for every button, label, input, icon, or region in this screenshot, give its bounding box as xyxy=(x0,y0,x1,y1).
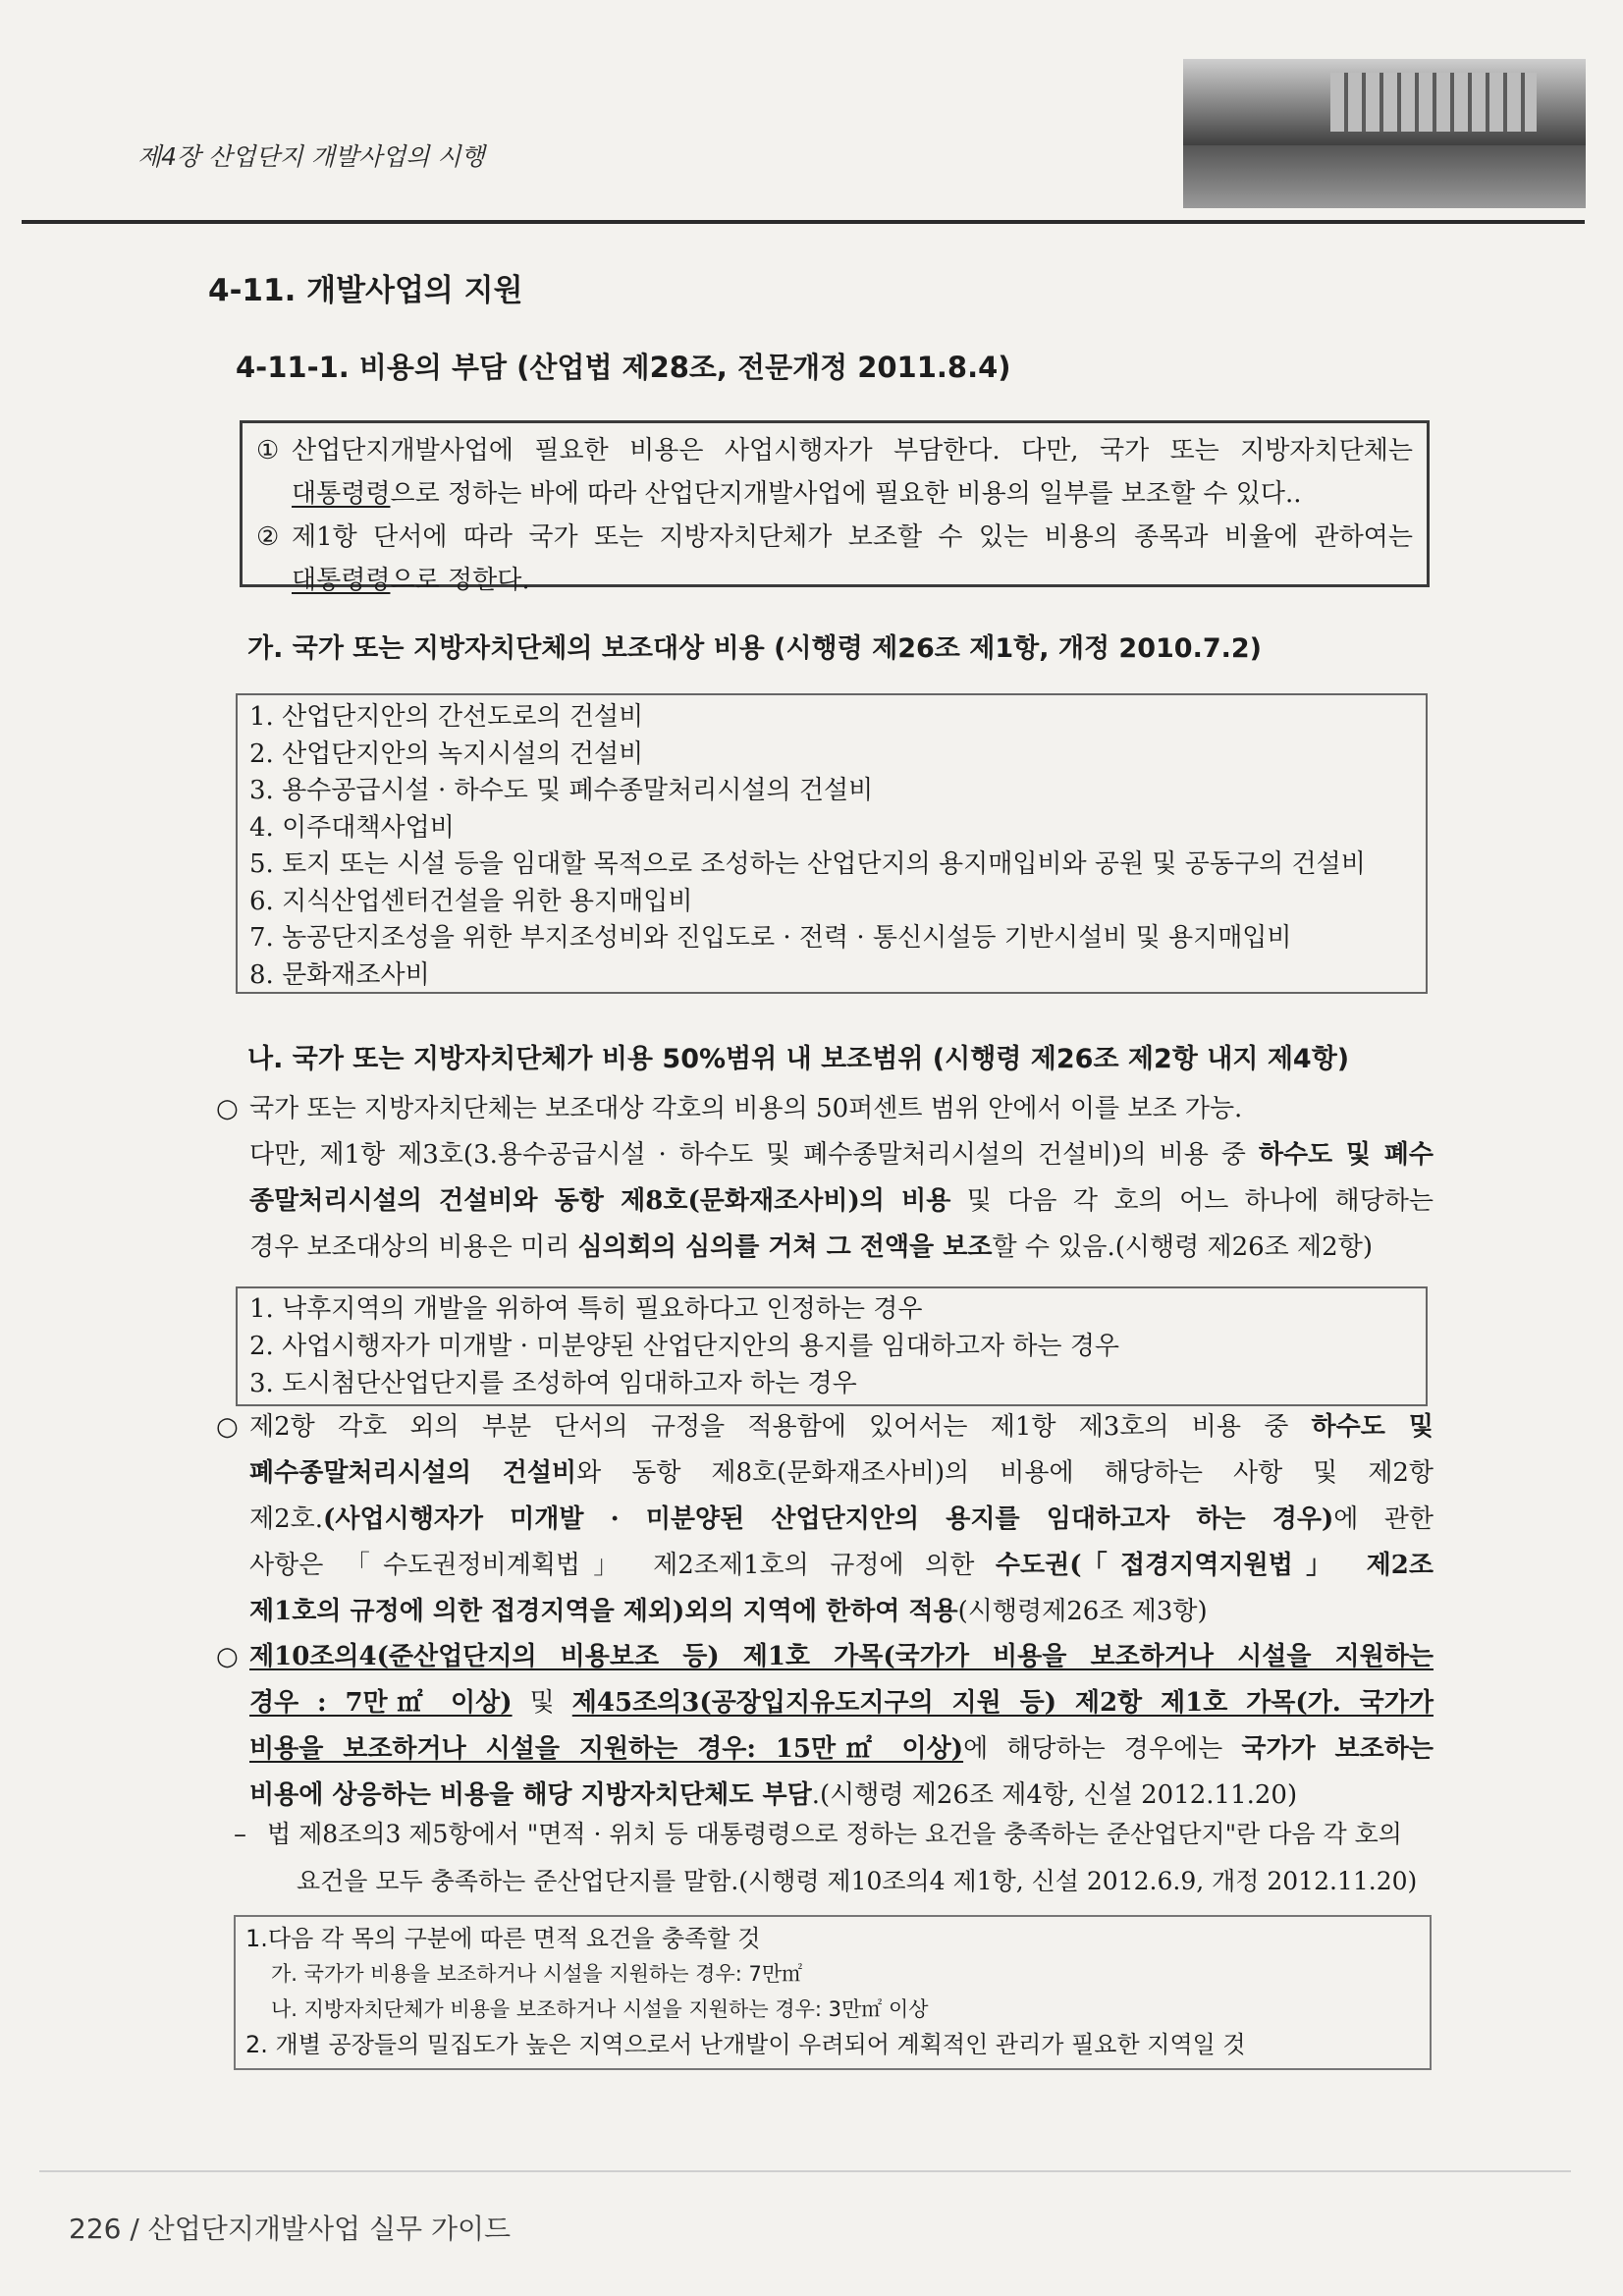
requirements-box xyxy=(234,1915,1432,2070)
list-item: 8. 문화재조사비 xyxy=(249,959,430,990)
bold-text: 수도권(「접경지역지원법」 제2조 xyxy=(995,1551,1434,1580)
paragraph-body xyxy=(249,1634,1434,1819)
dash-paragraph xyxy=(234,1811,1434,1905)
requirement-item: 2. 개별 공장들의 밀집도가 높은 지역으로서 난개발이 우려되어 계획적인 관리가 필요한 지역일 것 xyxy=(245,2031,1246,2058)
list-item: 5. 토지 또는 시설 등을 임대할 목적으로 조성하는 산업단지의 용지매입비와 공원 및 공동구의 건설비 xyxy=(249,849,1366,879)
bullet-paragraph-2 xyxy=(216,1404,1434,1635)
paragraph-line xyxy=(249,1132,1434,1178)
law-item-text: 으로 정하는 바에 따라 산업단지개발사업에 필요한 비용의 일부를 보조할 수 있다.. xyxy=(390,479,1302,509)
paragraph-line xyxy=(249,1178,1434,1225)
part-b-title: 나. 국가 또는 지방자치단체가 비용 50%범위 내 보조범위 (시행령 제26조 제2항 내지 제4항) xyxy=(247,1044,1350,1074)
bold-underlined-text: 제45조의3(공장입지유도지구의 지원 등) 제2항 제1호 가목(가. 국가가 xyxy=(571,1688,1434,1718)
list-item: 2. 사업시행자가 미개발 · 미분양된 산업단지안의 용지를 임대하고자 하는 경우 xyxy=(249,1332,1120,1361)
text-run: 에 해당하는 경우에는 xyxy=(963,1734,1242,1764)
paragraph-line xyxy=(249,1497,1434,1543)
cases-list xyxy=(249,1290,1414,1402)
bold-underlined-text: 경우 : 7만㎡ 이상) xyxy=(249,1688,513,1718)
law-item-line: 산업단지개발사업에 필요한 비용은 사업시행자가 부담한다. 다만, 국가 또는 지방자치단체는 xyxy=(292,436,1413,465)
footer-divider xyxy=(39,2170,1571,2172)
law-item-line xyxy=(292,472,1413,516)
law-item-2 xyxy=(256,516,1413,602)
requirement-subitem: 가. 국가가 비용을 보조하거나 시설을 지원하는 경우: 7만㎡ xyxy=(271,1962,803,1986)
law-ref-underlined: 대통령령 xyxy=(292,566,391,595)
paragraph-line: 요건을 모두 충족하는 준산업단지를 말함.(시행령 제10조의4 제1항, 신설 2012.6.9, 개정 2012.11.20) xyxy=(297,1867,1418,1895)
subsidy-items-box xyxy=(236,693,1428,994)
list-item: 6. 지식산업센터건설을 위한 용지매입비 xyxy=(249,886,693,916)
bullet-symbol: ○ xyxy=(216,1412,239,1442)
section-title: 4-11. 개발사업의 지원 xyxy=(208,273,523,308)
paragraph-line xyxy=(249,1680,1434,1726)
paragraph-line: 법 제8조의3 제5항에서 "면적 · 위치 등 대통령령으로 정하는 요건을 충족하는 준산업단지"란 다음 각 호의 xyxy=(267,1820,1402,1848)
bold-text: 종말처리시설의 건설비와 동항 제8호(문화재조사비)의 비용 xyxy=(249,1186,951,1216)
chapter-title: 제4장 산업단지 개발사업의 시행 xyxy=(137,142,485,171)
photo-building xyxy=(1330,73,1537,132)
list-item: 4. 이주대책사업비 xyxy=(249,812,455,843)
paragraph-line xyxy=(249,1543,1434,1589)
bold-underlined-text: 비용을 보조하거나 시설을 지원하는 경우: 15만㎡ 이상) xyxy=(249,1734,964,1764)
header-divider xyxy=(22,220,1585,224)
bold-underlined-text: 제10조의4(준산업단지의 비용보조 등) 제1호 가목(국가가 비용을 보조하거나 시설을 지원하는 xyxy=(249,1642,1434,1671)
part-a-title: 가. 국가 또는 지방자치단체의 보조대상 비용 (시행령 제26조 제1항, 개정 2010.7.2) xyxy=(247,633,1262,664)
paragraph-line xyxy=(249,1225,1434,1271)
text-run: 할 수 있음.(시행령 제26조 제2항) xyxy=(992,1232,1373,1262)
photo-water xyxy=(1183,145,1586,208)
requirement-subitem: 나. 지방자치단체가 비용을 보조하거나 시설을 지원하는 경우: 3만㎡ 이상 xyxy=(271,1997,929,2021)
paragraph-body xyxy=(267,1811,1434,1905)
paragraph-line xyxy=(249,1450,1434,1497)
paragraph-line xyxy=(249,1404,1434,1450)
text-run: 에 관한 xyxy=(1333,1504,1434,1534)
text-run: 와 동항 제8호(문화재조사비)의 비용에 해당하는 사항 및 제2항 xyxy=(576,1458,1434,1488)
bullet-symbol: ○ xyxy=(216,1094,239,1123)
bold-text: 폐수종말처리시설의 건설비 xyxy=(249,1458,577,1488)
paragraph-line xyxy=(249,1589,1434,1635)
text-run: .(시행령 제26조 제4항, 신설 2012.11.20) xyxy=(811,1780,1298,1810)
paragraph-line: 국가 또는 지방자치단체는 보조대상 각호의 비용의 50퍼센트 범위 안에서 이를 보조 가능. xyxy=(249,1094,1243,1123)
text-run: 및 xyxy=(512,1688,572,1718)
text-run: 제2호. xyxy=(249,1504,324,1534)
text-run: 경우 보조대상의 비용은 미리 xyxy=(249,1232,578,1262)
list-item: 7. 농공단지조성을 위한 부지조성비와 진입도로 · 전력 · 통신시설등 기반시설비 및 용지매입비 xyxy=(249,923,1292,953)
bold-text: 하수도 및 폐수 xyxy=(1258,1140,1434,1170)
list-item: 1. 낙후지역의 개발을 위하여 특히 필요하다고 인정하는 경우 xyxy=(249,1294,923,1324)
law-item-1 xyxy=(256,429,1413,516)
header-photo xyxy=(1183,59,1586,208)
bold-text: (사업시행자가 미개발 · 미분양된 산업단지안의 용지를 임대하고자 하는 경우) xyxy=(323,1504,1334,1534)
bold-text: 비용에 상응하는 비용을 해당 지방자치단체도 부담 xyxy=(249,1780,812,1810)
law-item-line xyxy=(292,559,1413,602)
bold-text: 심의회의 심의를 거쳐 그 전액을 보조 xyxy=(577,1232,993,1262)
law-item-number: ① xyxy=(256,436,280,465)
bold-text: 제1호의 규정에 의한 접경지역을 제외)외의 지역에 한하여 적용 xyxy=(249,1597,958,1626)
list-item: 2. 산업단지안의 녹지시설의 건설비 xyxy=(249,738,644,769)
paragraph-line xyxy=(249,1726,1434,1773)
text-run: (시행령제26조 제3항) xyxy=(957,1597,1208,1626)
law-item-text: 으로 정한다. xyxy=(390,566,530,595)
list-item: 3. 용수공급시설 · 하수도 및 폐수종말처리시설의 건설비 xyxy=(249,776,874,805)
text-run: 사항은 「수도권정비계획법」 제2조제1호의 규정에 의한 xyxy=(249,1551,996,1580)
dash-symbol: – xyxy=(234,1820,246,1849)
law-text-box xyxy=(240,420,1430,595)
bold-text: 국가가 보조하는 xyxy=(1241,1734,1434,1764)
law-item-line: 제1항 단서에 따라 국가 또는 지방자치단체가 보조할 수 있는 비용의 종목과 비율에 관하여는 xyxy=(292,522,1413,552)
bold-text: 하수도 및 xyxy=(1311,1412,1434,1442)
requirement-item: 1.다음 각 목의 구분에 따른 면적 요건을 충족할 것 xyxy=(245,1925,761,1952)
bullet-symbol: ○ xyxy=(216,1642,239,1671)
page-footer: 226 / 산업단지개발사업 실무 가이드 xyxy=(69,2213,512,2245)
subsection-title: 4-11-1. 비용의 부담 (산업법 제28조, 전문개정 2011.8.4) xyxy=(236,351,1011,384)
text-run: 다만, 제1항 제3호(3.용수공급시설 · 하수도 및 폐수종말처리시설의 건설비)의 비용 중 xyxy=(249,1140,1259,1170)
bullet-paragraph-3 xyxy=(216,1634,1434,1819)
subsidy-items-list xyxy=(249,699,1414,994)
law-ref-underlined: 대통령령 xyxy=(292,479,391,509)
paragraph-body xyxy=(249,1086,1434,1271)
cases-box xyxy=(236,1286,1428,1406)
paragraph-body xyxy=(249,1404,1434,1635)
text-run: 및 다음 각 호의 어느 하나에 해당하는 xyxy=(950,1186,1434,1216)
paragraph-line xyxy=(249,1634,1434,1680)
bullet-paragraph-1 xyxy=(216,1086,1434,1271)
text-run: 제2항 각호 외의 부분 단서의 규정을 적용함에 있어서는 제1항 제3호의 비용 중 xyxy=(249,1412,1312,1442)
law-item-number: ② xyxy=(256,522,280,552)
list-item: 3. 도시첨단산업단지를 조성하여 임대하고자 하는 경우 xyxy=(249,1369,857,1398)
list-item: 1. 산업단지안의 간선도로의 건설비 xyxy=(249,702,644,732)
